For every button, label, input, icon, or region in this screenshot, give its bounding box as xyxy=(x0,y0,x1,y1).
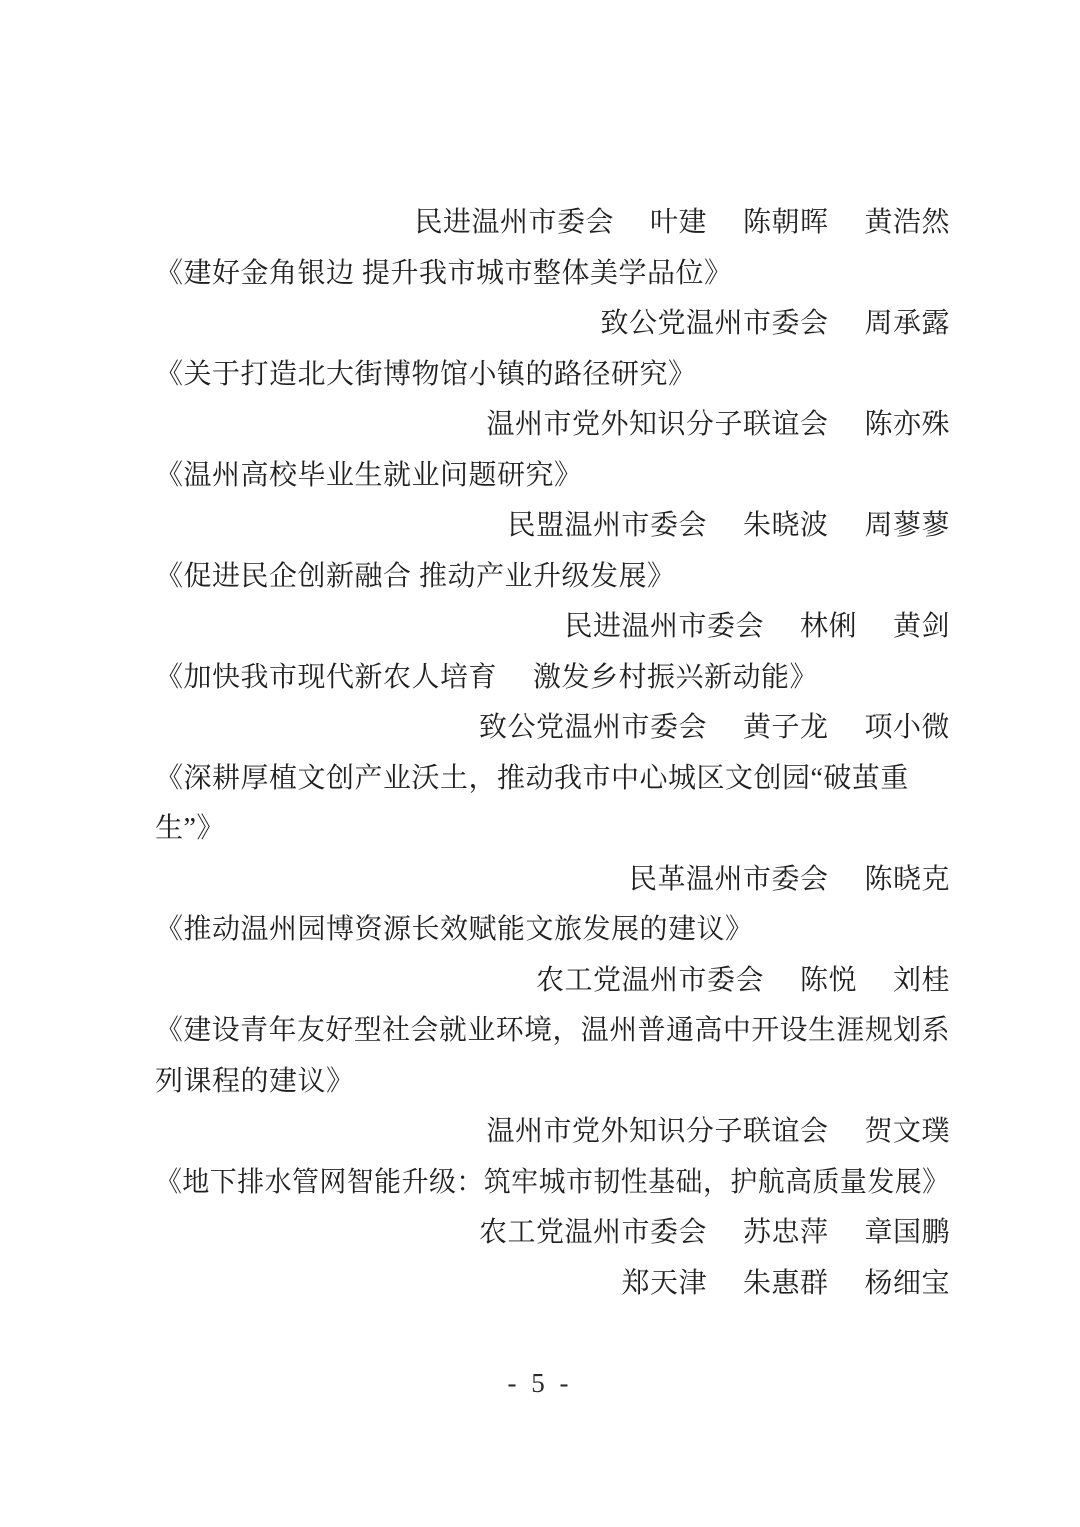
proposal-title-line xyxy=(155,451,950,502)
proposal-title-text: 《加快我市现代新农人培育 激发乡村振兴新动能》 xyxy=(155,661,819,693)
attribution-line xyxy=(155,198,950,249)
attribution-line xyxy=(155,703,950,754)
attribution-text: 农工党温州市委会 苏忠萍 章国鹏 xyxy=(478,1217,950,1248)
attribution-line xyxy=(155,602,950,653)
attribution-text: 民进温州市委会 叶建 陈朝晖 黄浩然 xyxy=(414,207,950,238)
attribution-line xyxy=(155,1208,950,1259)
page-footer xyxy=(0,1368,1080,1399)
attribution-text: 温州市党外知识分子联谊会 陈亦殊 xyxy=(486,409,950,440)
attribution-line xyxy=(155,956,950,1007)
attribution-line xyxy=(155,855,950,906)
attribution-line xyxy=(155,501,950,552)
document-body xyxy=(155,198,950,1309)
proposal-title-text: 《关于打造北大街博物馆小镇的路径研究》 xyxy=(155,358,697,390)
proposal-title-line xyxy=(155,653,950,704)
proposal-title-line xyxy=(155,1006,950,1057)
proposal-title-line xyxy=(155,350,950,401)
proposal-title-line xyxy=(155,754,950,805)
proposal-title-text: 列课程的建议》 xyxy=(155,1065,355,1097)
proposal-title-text: 《深耕厚植文创产业沃土，推动我市中心城区文创园“破茧重 xyxy=(155,762,909,794)
proposal-title-text: 《温州高校毕业生就业问题研究》 xyxy=(155,459,583,491)
attribution-text: 农工党温州市委会 陈悦 刘桂 xyxy=(535,964,950,996)
attribution-text: 民盟温州市委会 朱晓波 周蓼蓼 xyxy=(507,510,950,541)
proposal-title-line xyxy=(155,804,950,855)
proposal-title-text: 《地下排水管网智能升级：筑牢城市韧性基础，护航高质量发展》 xyxy=(155,1166,950,1198)
attribution-text: 致公党温州市委会 黄子龙 项小微 xyxy=(478,712,950,743)
proposal-title-text: 《促进民企创新融合 推动产业升级发展》 xyxy=(155,560,676,592)
attribution-line xyxy=(155,1107,950,1158)
page-number: - 5 - xyxy=(507,1368,573,1398)
attribution-text: 郑天津 朱惠群 杨细宝 xyxy=(621,1267,950,1299)
attribution-line xyxy=(155,400,950,451)
proposal-title-text: 《建设青年友好型社会就业环境，温州普通高中开设生涯规划系 xyxy=(155,1015,951,1046)
attribution-line xyxy=(155,1259,950,1310)
proposal-title-text: 《建好金角银边 提升我市城市整体美学品位》 xyxy=(155,257,733,289)
attribution-text: 民革温州市委会 陈晓克 xyxy=(628,863,950,895)
attribution-text: 民进温州市委会 林俐 黄剑 xyxy=(564,611,950,642)
proposal-title-line xyxy=(155,552,950,603)
attribution-text: 温州市党外知识分子联谊会 贺文璞 xyxy=(486,1116,950,1147)
attribution-line xyxy=(155,299,950,350)
proposal-title-line xyxy=(155,249,950,300)
proposal-title-line xyxy=(155,1057,950,1108)
proposal-title-text: 生”》 xyxy=(155,813,225,844)
proposal-title-line xyxy=(155,1158,950,1209)
attribution-text: 致公党温州市委会 周承露 xyxy=(600,308,950,339)
proposal-title-text: 《推动温州园博资源长效赋能文旅发展的建议》 xyxy=(155,914,754,945)
proposal-title-line xyxy=(155,905,950,956)
